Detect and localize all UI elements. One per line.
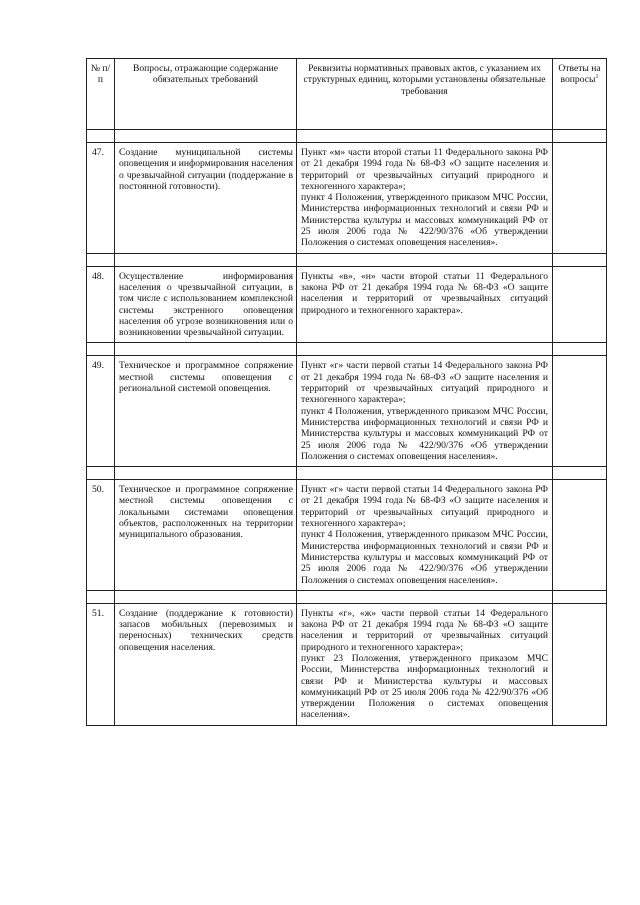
table-row (87, 266, 607, 343)
table-header-row (87, 59, 607, 130)
row-requisites (297, 356, 553, 467)
requirements-table (86, 58, 607, 726)
spacer-row (87, 590, 607, 603)
row-number: 47. (87, 143, 115, 254)
header-number: № п/п (87, 59, 115, 130)
spacer-row (87, 343, 607, 356)
row-number: 49. (87, 356, 115, 467)
row-answer-cell[interactable] (553, 356, 607, 467)
table-row (87, 356, 607, 467)
row-question: Техническое и программное сопряжение местной системы оповещения с локальными системами оповещения объектов, расположенных на территории муниципального образования. (115, 480, 297, 591)
row-answer-cell[interactable] (553, 603, 607, 725)
row-question: Осуществление информирования населения о чрезвычайной ситуации, в том числе с использованием комплексной системы экстренного оповещения населения об угрозе возникновения или о возникновении чрезвычайной ситуации. (115, 266, 297, 343)
row-requisites (297, 143, 553, 254)
row-question: Создание муниципальной системы оповещения и информирования населения о чрезвычайной ситуации (поддержание в постоянной готовности). (115, 143, 297, 254)
row-requisites (297, 480, 553, 591)
requisite-paragraph: пункт 4 Положения, утвержденного приказом МЧС России, Министерства информационных технологий и связи РФ и Министерства культуры и массовых коммуникаций РФ от 25 июля 2006 года № 422/90/376 «Об утверждении Положения о системах оповещения населения». (301, 405, 548, 462)
spacer-row (87, 467, 607, 480)
footnote-marker: 1 (595, 74, 599, 81)
spacer-row (87, 130, 607, 143)
requisite-paragraph: Пункт «г» части первой статьи 14 Федерального закона РФ от 21 декабря 1994 года № 68-ФЗ «О защите населения и территорий от чрезвычайных ситуаций природного и техногенного характера»; (301, 484, 548, 530)
table-row (87, 603, 607, 725)
row-number: 51. (87, 603, 115, 725)
row-answer-cell[interactable] (553, 266, 607, 343)
spacer-row (87, 253, 607, 266)
requisite-paragraph: Пункт «г» части первой статьи 14 Федерального закона РФ от 21 декабря 1994 года № 68-ФЗ «О защите населения и территорий от чрезвычайных ситуаций природного и техногенного характера»; (301, 360, 548, 406)
row-answer-cell[interactable] (553, 480, 607, 591)
header-question: Вопросы, отражающие содержание обязательных требований (115, 59, 297, 130)
table-row (87, 143, 607, 254)
requisite-paragraph: пункт 23 Положения, утвержденного приказом МЧС России, Министерства информационных технологий и связи РФ и Министерства культуры и массовых коммуникаций РФ от 25 июля 2006 года № 422/90/376 «Об утверждении Положения о системах оповещения населения». (301, 652, 548, 721)
row-answer-cell[interactable] (553, 143, 607, 254)
row-question: Техническое и программное сопряжение местной системы оповещения с региональной системой оповещения. (115, 356, 297, 467)
header-answers: Ответы на вопросы$^1$ (553, 59, 607, 130)
row-number: 50. (87, 480, 115, 591)
row-number: 48. (87, 266, 115, 343)
table-body (87, 143, 607, 726)
table-row (87, 480, 607, 591)
row-requisites (297, 266, 553, 343)
requisite-paragraph: Пункты «в», «н» части второй статьи 11 Федерального закона РФ от 21 декабря 1994 года № 68-ФЗ «О защите населения и территорий от чрезвычайных ситуаций природного и техногенного характера». (301, 270, 548, 316)
row-requisites (297, 603, 553, 725)
requisite-paragraph: пункт 4 Положения, утвержденного приказом МЧС России, Министерства информационных технологий и связи РФ и Министерства культуры и массовых коммуникаций РФ от 25 июля 2006 года № 422/90/376 «Об утверждении Положения о системах оповещения населения». (301, 192, 548, 249)
requisite-paragraph: Пункт «м» части второй статьи 11 Федерального закона РФ от 21 декабря 1994 года № 68-ФЗ «О защите населения и территорий от чрезвычайных ситуаций природного и техногенного характера»; (301, 147, 548, 192)
requisite-paragraph: пункт 4 Положения, утвержденного приказом МЧС России, Министерства информационных технологий и связи РФ и Министерства культуры и массовых коммуникаций РФ от 25 июля 2006 года № 422/90/376 «Об утверждении Положения о системах оповещения населения». (301, 529, 548, 586)
requisite-paragraph: Пункты «г», «ж» части первой статьи 14 Федерального закона РФ от 21 декабря 1994 года № 68-ФЗ «О защите населения и территорий от чрезвычайных ситуаций природного и техногенного характера»; (301, 607, 548, 653)
row-question: Создание (поддержание к готовности) запасов мобильных (перевозимых и переносных) технических средств оповещения населения. (115, 603, 297, 725)
header-requisites: Реквизиты нормативных правовых актов, с указанием их структурных единиц, которыми установлены обязательные требования (297, 59, 553, 130)
